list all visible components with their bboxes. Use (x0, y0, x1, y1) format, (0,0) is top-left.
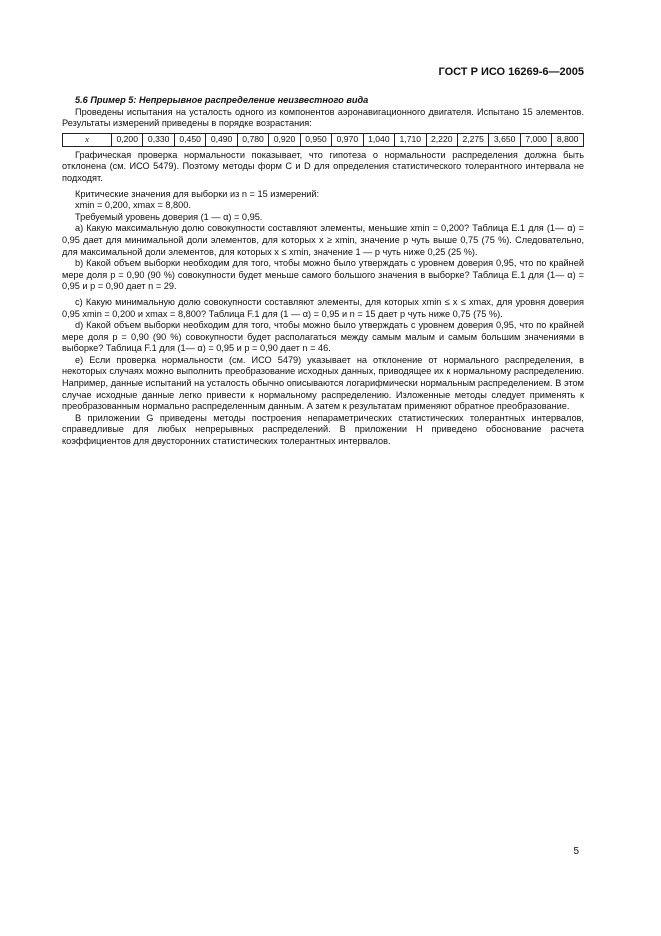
table-cell: 1,710 (395, 133, 426, 146)
table-cell: 1,040 (363, 133, 394, 146)
paragraph-d: d) Какой объем выборки необходим для того, чтобы можно было утверждать с уровнем доверия 0,95, что по крайней мере доля p = 0,90 (90 %) совокупности будет располагаться между самым малым и самым большим значениями в выборке? Таблица F.1 для (1— α) = 0,95 и p = 0,90 дает n = 46. (62, 320, 584, 354)
table-cell: 2,275 (457, 133, 488, 146)
table-row (63, 133, 584, 146)
paragraph-confidence: Требуемый уровень доверия (1 — α) = 0,95. (75, 211, 263, 222)
page-body (62, 95, 584, 448)
page-number: 5 (573, 846, 579, 857)
paragraph-minmax: xmin = 0,200, xmax = 8,800. (75, 200, 191, 211)
measurement-table (62, 133, 584, 147)
table-cell: 0,780 (237, 133, 268, 146)
table-cell: 0,330 (143, 133, 174, 146)
paragraph-e: е) Если проверка нормальности (см. ИСО 5479) указывает на отклонение от нормального распределения, в некоторых случаях можно выполнить преобразование исходных данных, приводящее их к нормальному распределению. Например, данные испытаний на усталость обычно описываются логарифмически нормальным распределением. В этом случае исходные данные легко привести к нормальному распределению. Изложенные методы следует применять к преобразованным нормально распределенным данным. А затем к результатам применяют обратное преобразование. (62, 354, 584, 412)
paragraph-critical: Критические значения для выборки из n = 15 измерений: (75, 188, 320, 199)
table-cell: 2,220 (426, 133, 457, 146)
table-cell: 0,970 (332, 133, 363, 146)
table-cell: 0,450 (174, 133, 205, 146)
table-label-cell: x (63, 133, 112, 146)
paragraph-b: b) Какой объем выборки необходим для того, чтобы можно было утверждать с уровнем доверия 0,95, что по крайней мере доля p = 0,90 (90 %) совокупности будет меньше самого большого значения в выборке? Таблица Е.1 для (1— α) = 0,95 и p = 0,90 дает n = 29. (62, 258, 584, 292)
paragraph-normality: Графическая проверка нормальности показывает, что гипотеза о нормальности распределения должна быть отклонена (см. ИСО 5479). Поэтому методы форм С и D для определения статистического толерантного интервала не подходят. (62, 149, 584, 183)
table-cell: 0,950 (300, 133, 331, 146)
document-header: ГОСТ Р ИСО 16269-6—2005 (438, 66, 584, 78)
table-cell: 7,000 (520, 133, 551, 146)
paragraph-c: c) Какую минимальную долю совокупности составляют элементы, для которых xmin ≤ x ≤ xmax, для уровня доверия 0,95 xmin = 0,200 и xmax = 8,800? Таблица F.1 для (1 — α) = 0,95 и n = 15 дает p чуть ниже 0,75 (75 %). (62, 296, 584, 319)
paragraph-f: В приложении G приведены методы построения непараметрических статистических толерантных интервалов, справедливые для любых непрерывных распределений. В приложении Н приведено обоснование расчета коэффициентов для двусторонних статистических толерантных интервалов. (62, 412, 584, 447)
table-cell: 0,920 (269, 133, 300, 146)
table-cell: 0,200 (112, 133, 143, 146)
section-title: 5.6 Пример 5: Непрерывное распределение неизвестного вида (75, 95, 369, 105)
paragraph-a: а) Какую максимальную долю совокупности составляют элементы, меньшие xmin = 0,200? Таблица Е.1 для (1— α) = 0,95 дает для минимальной доли элементов, для которых x ≥ xmin, значение p чуть выше 0,75 (75 %). Следовательно, для максимальной доли элементов, для которых x ≤ xmin, значение 1 — p чуть ниже 0,25 (25 %). (62, 223, 584, 257)
paragraph-intro: Проведены испытания на усталость одного из компонентов аэронавигационного двигателя. Испытано 15 элементов. Результаты измерений приведены в порядке возрастания: (62, 106, 584, 129)
table-cell: 0,490 (206, 133, 237, 146)
table-cell: 8,800 (552, 133, 584, 146)
table-cell: 3,650 (489, 133, 520, 146)
